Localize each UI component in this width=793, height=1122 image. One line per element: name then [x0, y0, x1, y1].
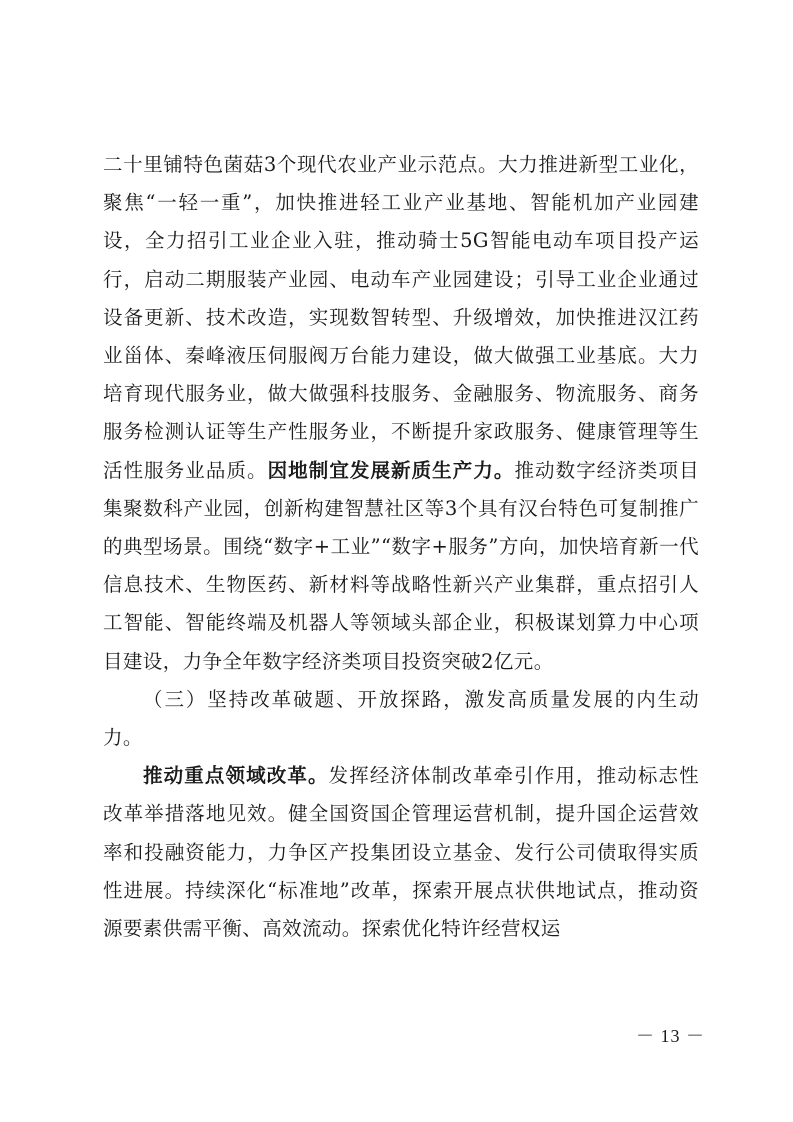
bold-heading: 推动重点领域改革。 [143, 764, 329, 788]
page-number: － 13 － [636, 1026, 705, 1046]
body-text [103, 146, 699, 948]
section-heading: （三）坚持改革破题、开放探路，激发高质量发展的内生动力。 [103, 687, 699, 750]
paragraph-text: 二十里铺特色菌菇3个现代农业产业示范点。大力推进新型工业化，聚焦“一轻一重”，加快推进轻工业产业基地、智能机加产业园建设，全力招引工业企业入驻，推动骑士5G智能电动车项目投产运行，启动二期服装产业园、电动车产业园建设；引导工业企业通过设备更新、技术改造，实现数智转型、升级增效，加快推进汉江药业甾体、秦峰液压伺服阀万台能力建设，做大做强工业基底。大力培育现代服务业，做大做强科技服务、金融服务、物流服务、商务服务检测认证等生产性服务业，不断提升家政服务、健康管理等生活性服务业品质。 [103, 153, 699, 482]
paragraph [103, 146, 699, 681]
bold-heading: 因地制宜发展新质生产力。 [267, 458, 515, 482]
paragraph-text: 推动数字经济类项目集聚数科产业园，创新构建智慧社区等3个具有汉台特色可复制推广的典型场景。围绕“数字+工业”“数字+服务”方向，加快培育新一代信息技术、生物医药、新材料等战略性新兴产业集群，重点招引人工智能、智能终端及机器人等领域头部企业，积极谋划算力中心项目建设，力争全年数字经济类项目投资突破2亿元。 [103, 458, 699, 673]
paragraph-text: 发挥经济体制改革牵引作用，推动标志性改革举措落地见效。健全国资国企管理运营机制，提升国企运营效率和投融资能力，力争区产投集团设立基金、发行公司债取得实质性进展。持续深化“标准地”改革，探索开展点状供地试点，推动资源要素供需平衡、高效流动。探索优化特许经营权运 [103, 764, 699, 941]
paragraph [103, 757, 699, 948]
